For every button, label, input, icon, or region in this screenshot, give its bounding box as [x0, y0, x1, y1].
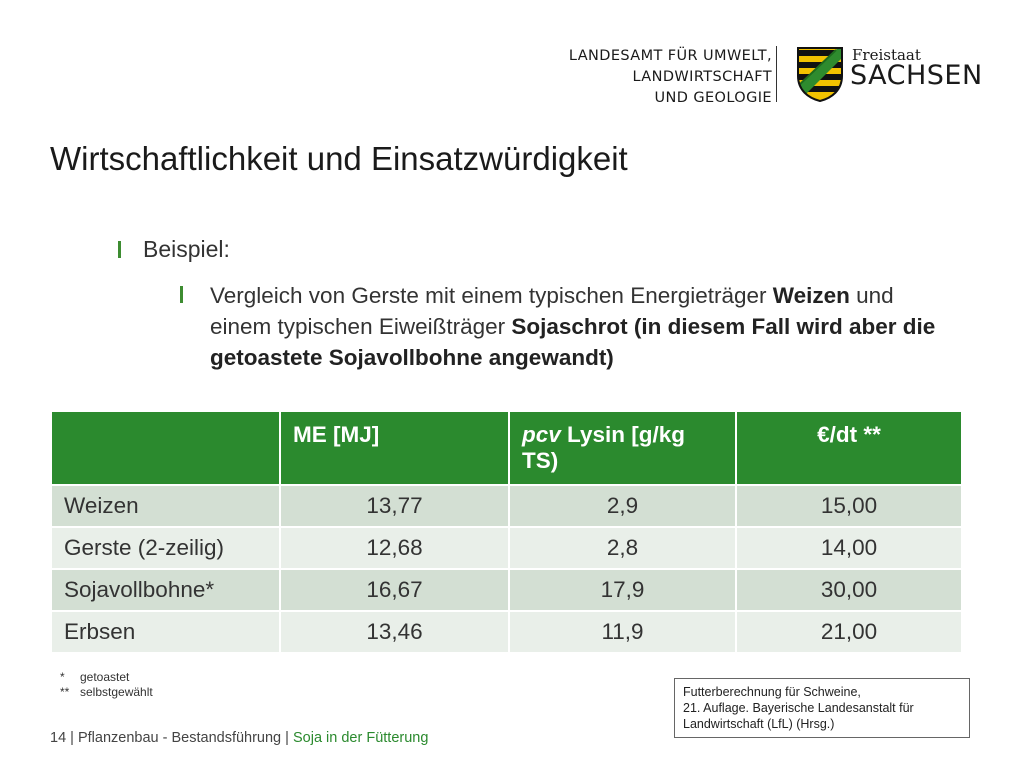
saxony-crest-icon [796, 46, 844, 102]
slide-footer [50, 730, 428, 746]
bullet-text-mid: und einem typischen Eiweißträger [210, 283, 894, 339]
table-cell-energy: 13,46 [280, 611, 509, 652]
source-line-2: 21. Auflage. Bayerische Landesanstalt für [683, 701, 914, 715]
table-row [52, 611, 961, 652]
table-cell-price: 15,00 [736, 485, 961, 527]
footnotes [60, 670, 153, 700]
bullet-level-2 [180, 280, 960, 373]
table-cell-feed: Sojavollbohne* [52, 569, 280, 611]
footer-separator: | [285, 730, 289, 746]
table-row [52, 569, 961, 611]
footnote-text: getoastet [80, 670, 130, 684]
table-header-lysine-rest: Lysin [g/kg TS) [522, 422, 685, 473]
bullet-level-1-text: Beispiel: [143, 236, 230, 262]
table-cell-feed: Gerste (2-zeilig) [52, 527, 280, 569]
table-cell-lysine: 2,9 [509, 485, 736, 527]
footnote-item [60, 685, 153, 700]
table-cell-energy: 16,67 [280, 569, 509, 611]
table-header-row [52, 412, 961, 485]
footnote-item [60, 670, 153, 685]
footnote-text: selbstgewählt [80, 685, 153, 699]
table-cell-price: 14,00 [736, 527, 961, 569]
table-cell-lysine: 17,9 [509, 569, 736, 611]
table-header-price: €/dt ** [736, 412, 961, 485]
agency-name [569, 46, 772, 109]
bullet-marker-icon [118, 241, 121, 258]
feed-comparison-table [52, 412, 961, 652]
agency-line-1: LANDESAMT FÜR UMWELT, [568, 48, 772, 64]
table-cell-lysine: 2,8 [509, 527, 736, 569]
source-line-1: Futterberechnung für Schweine, [683, 685, 861, 699]
table-header-lysine [509, 412, 736, 485]
bullet-text-bold-wheat: Weizen [772, 283, 850, 308]
agency-line-2: LANDWIRTSCHAFT [632, 69, 772, 85]
logo-divider [776, 46, 777, 102]
footnote-mark: * [60, 670, 65, 684]
slide-title: Wirtschaftlichkeit und Einsatzwürdigkeit [50, 140, 628, 177]
bullet-level-2-text [210, 280, 960, 373]
page-number: 14 [50, 730, 67, 746]
source-citation-box [674, 678, 970, 738]
table-header-lysine-italic: pcv [522, 422, 561, 447]
table-cell-energy: 12,68 [280, 527, 509, 569]
state-label-small: Freistaat [852, 46, 921, 64]
table-cell-feed: Weizen [52, 485, 280, 527]
table-row [52, 527, 961, 569]
bullet-marker-icon [180, 286, 183, 303]
bullet-text-bold-soy: Sojaschrot (in diesem Fall wird aber die getoastete Sojavollbohne angewandt) [210, 314, 936, 370]
table-cell-energy: 13,77 [280, 485, 509, 527]
table-header-empty [52, 412, 280, 485]
table-cell-price: 21,00 [736, 611, 961, 652]
bullet-text-prefix: Vergleich von Gerste mit einem typischen Energieträger [210, 283, 773, 308]
source-line-3: Landwirtschaft (LfL) (Hrsg.) [683, 717, 835, 731]
table-cell-lysine: 11,9 [509, 611, 736, 652]
footnote-mark: ** [60, 685, 70, 699]
state-label-large: SACHSEN [850, 60, 983, 91]
footer-separator: | [70, 730, 74, 746]
footer-section: Pflanzenbau - Bestandsführung [77, 730, 282, 746]
table-cell-price: 30,00 [736, 569, 961, 611]
table-cell-feed: Erbsen [52, 611, 280, 652]
table-row [52, 485, 961, 527]
table-header-energy: ME [MJ] [280, 412, 509, 485]
bullet-level-1 [118, 236, 230, 263]
footer-topic: Soja in der Fütterung [292, 730, 429, 746]
agency-line-3: UND GEOLOGIE [654, 90, 772, 106]
